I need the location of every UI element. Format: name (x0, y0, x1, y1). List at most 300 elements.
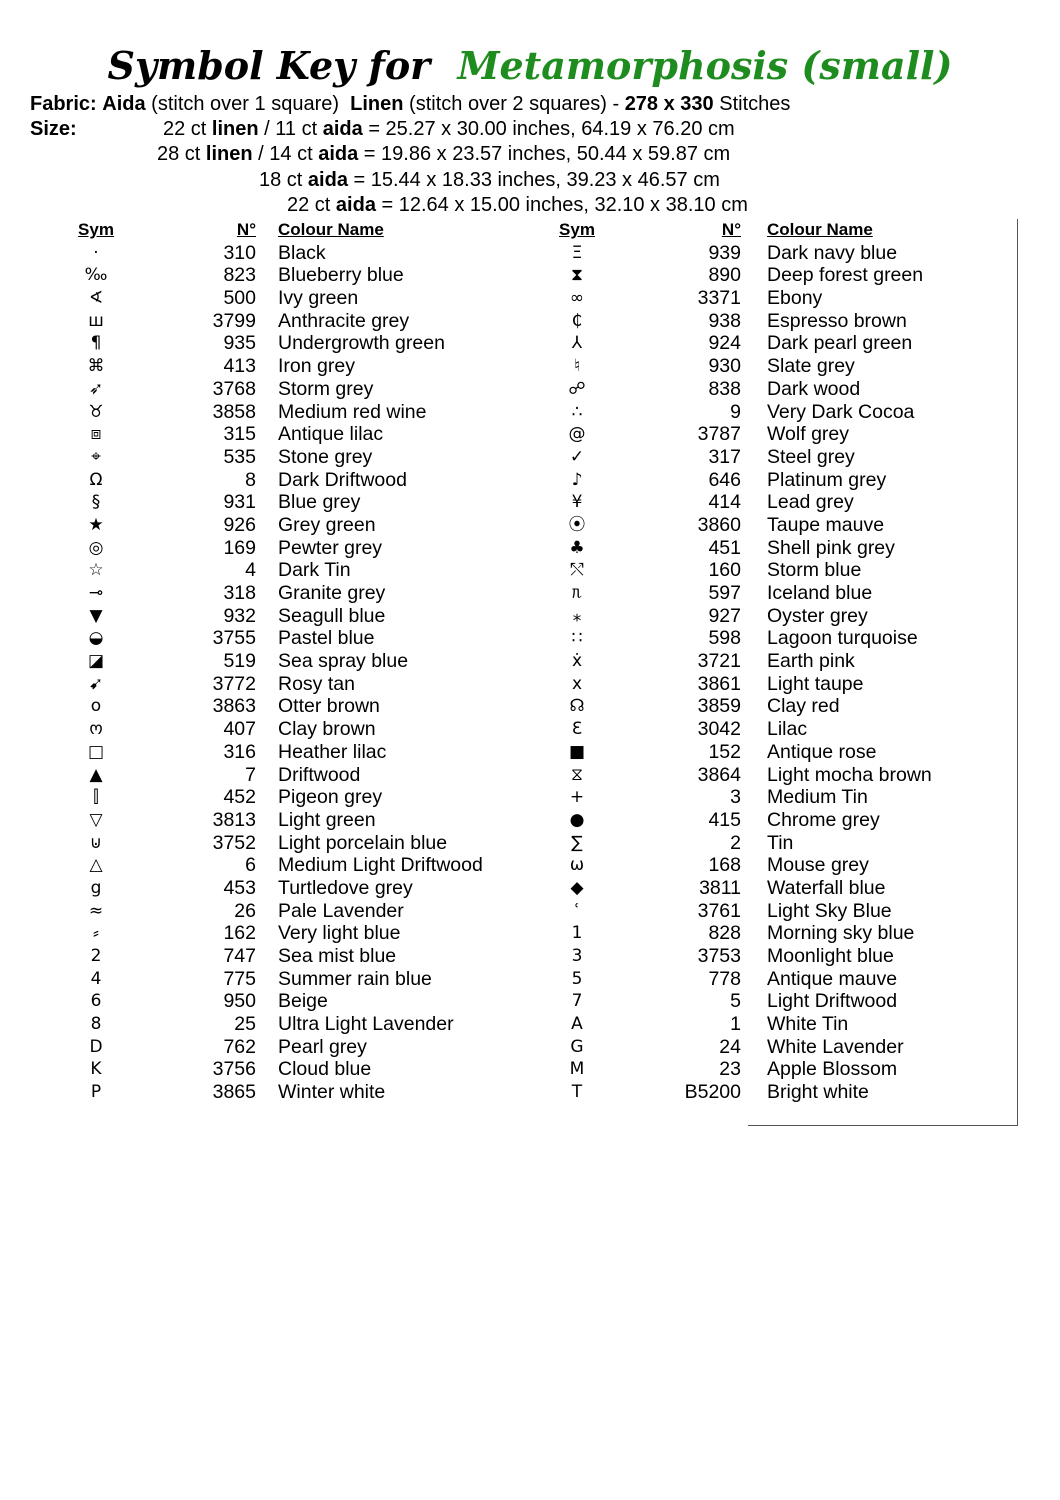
colour-name-cell: Light green (278, 808, 376, 831)
size-count: 22 ct (163, 118, 207, 140)
symbol-cell: ო (89, 719, 103, 740)
symbol-cell: x (571, 673, 583, 694)
table-row (551, 718, 991, 741)
symbol-cell: ⊍ (89, 832, 103, 853)
size-dims: = 12.64 x 15.00 inches, 32.10 x 38.10 cm (381, 194, 748, 216)
number-cell: 3768 (212, 377, 256, 400)
symbol-cell: ▽ (89, 809, 103, 830)
colour-name-cell: Medium red wine (278, 400, 427, 423)
number-cell: 160 (708, 559, 741, 582)
number-cell: 3752 (212, 831, 256, 854)
number-cell: 415 (708, 808, 741, 831)
table-row (70, 832, 500, 855)
number-cell: 598 (708, 627, 741, 650)
symbol-cell: 7 (571, 991, 583, 1012)
fabric-linen: Linen (350, 93, 404, 115)
table-row (551, 287, 991, 310)
colour-name-cell: Espresso brown (767, 309, 907, 332)
symbol-cell: ◪ (87, 651, 105, 672)
number-cell: 318 (223, 582, 256, 604)
colour-name-cell: Lilac (767, 718, 808, 741)
number-cell: 315 (223, 423, 256, 446)
colour-name-cell: Stone grey (278, 445, 373, 468)
symbol-cell: § (91, 492, 101, 513)
number-cell: 3761 (697, 899, 741, 922)
fabric-linen-note: (stitch over 2 squares) - (409, 93, 620, 115)
table-row (551, 401, 991, 424)
symbol-cell: ω (569, 855, 585, 876)
table-row (70, 900, 500, 923)
symbol-table-left (70, 219, 500, 1104)
table-row (70, 1013, 500, 1036)
table-row (551, 264, 991, 287)
number-cell: 168 (708, 854, 741, 877)
table-row (551, 990, 991, 1013)
number-cell: 3863 (212, 695, 256, 718)
number-cell: 762 (223, 1035, 256, 1058)
symbol-cell: Ξ (571, 242, 583, 263)
symbol-cell: ⅄ (571, 333, 583, 354)
symbol-cell: + (569, 787, 585, 808)
number-cell: 3772 (212, 672, 256, 695)
size-line (259, 168, 720, 193)
number-cell: 4 (245, 559, 256, 582)
table-row (70, 446, 500, 469)
table-row (70, 378, 500, 401)
table-row (551, 469, 991, 492)
colour-name-cell: Pale Lavender (278, 899, 404, 922)
page-title (0, 40, 1060, 92)
colour-name-cell: White Lavender (767, 1035, 904, 1058)
number-cell: 6 (245, 854, 256, 877)
table-row (551, 650, 991, 673)
colour-name-cell: Iceland blue (767, 582, 873, 604)
size-fabric: aida (322, 118, 363, 140)
colour-name-cell: Undergrowth green (278, 332, 445, 355)
header-sym: Sym (78, 220, 114, 239)
number-cell: 838 (708, 377, 741, 400)
colour-name-cell: Bright white (767, 1081, 869, 1104)
symbol-cell: □ (87, 741, 105, 762)
size-count: 18 ct (259, 169, 303, 191)
table-row (70, 491, 500, 514)
symbol-cell: ☍ (568, 378, 586, 399)
number-cell: 828 (708, 922, 741, 945)
number-cell: 823 (223, 264, 256, 287)
number-cell: 3860 (697, 513, 741, 536)
number-cell: 890 (708, 264, 741, 287)
number-cell: 646 (708, 468, 741, 491)
table-row (70, 264, 500, 287)
title-pattern-name: Metamorphosis (small) (457, 43, 953, 88)
table-row (70, 650, 500, 673)
fabric-label: Fabric: (30, 93, 97, 115)
number-cell: 413 (223, 355, 256, 378)
header-num: N° (236, 220, 256, 239)
table-row (70, 741, 500, 764)
number-cell: 3042 (697, 718, 741, 741)
symbol-cell: ⦿ (568, 514, 586, 535)
fabric-aida-note: (stitch over 1 square) (151, 93, 340, 115)
colour-name-cell: Wolf grey (767, 423, 849, 446)
number-cell: 162 (223, 922, 256, 945)
number-cell: 453 (223, 876, 256, 899)
colour-name-cell: Light porcelain blue (278, 831, 448, 854)
symbol-cell: ‰ (84, 265, 108, 286)
number-cell: 939 (708, 241, 741, 264)
header-colour-name: Colour Name (767, 220, 873, 239)
table-row (551, 1081, 991, 1104)
colour-name-cell: Light mocha brown (767, 763, 932, 786)
symbol-cell: ◒ (88, 628, 104, 649)
table-row (70, 287, 500, 310)
colour-name-cell: Beige (278, 990, 328, 1013)
symbol-cell: ⧖ (571, 764, 583, 785)
colour-name-cell: Deep forest green (767, 264, 924, 287)
size-fabric: aida (335, 194, 376, 216)
table-row (70, 786, 500, 809)
symbol-cell: 1 (571, 923, 583, 944)
table-row (70, 809, 500, 832)
table-row (70, 1058, 500, 1081)
table-row (70, 673, 500, 696)
number-cell: B5200 (684, 1081, 741, 1104)
table-row (551, 1058, 991, 1081)
table-row (551, 332, 991, 355)
colour-name-cell: Medium Tin (767, 786, 868, 809)
table-row (551, 537, 991, 560)
colour-name-cell: Moonlight blue (767, 945, 894, 967)
symbol-cell: ¥ (571, 492, 583, 513)
size-line (157, 142, 730, 167)
symbol-cell: ● (569, 809, 585, 830)
table-row (70, 423, 500, 446)
number-cell: 5 (730, 990, 741, 1013)
table-row (551, 968, 991, 991)
colour-name-cell: Apple Blossom (767, 1058, 898, 1081)
symbol-table-right (551, 219, 991, 1104)
table-row (70, 922, 500, 945)
colour-name-cell: Turtledove grey (278, 876, 413, 899)
fabric-aida: Aida (102, 93, 146, 115)
colour-name-cell: Dark navy blue (767, 241, 898, 264)
number-cell: 3787 (697, 423, 741, 446)
symbol-cell: 4 (90, 968, 102, 989)
colour-name-cell: Ivy green (278, 287, 359, 310)
table-row (551, 514, 991, 537)
symbol-cell: ∞ (569, 288, 585, 309)
symbol-cell: ◎ (88, 537, 104, 558)
table-bottom-border (748, 1125, 1018, 1126)
colour-name-cell: Pewter grey (278, 536, 383, 559)
table-row (551, 741, 991, 764)
symbol-cell: G (570, 1036, 584, 1057)
symbol-cell: ⌘ (87, 356, 105, 377)
colour-name-cell: Rosy tan (278, 672, 355, 695)
colour-name-cell: Anthracite grey (278, 309, 410, 332)
colour-name-cell: Blueberry blue (278, 264, 404, 287)
table-row (70, 990, 500, 1013)
number-cell: 3721 (697, 650, 741, 673)
header-num: N° (721, 220, 741, 239)
symbol-cell: ★ (88, 514, 104, 535)
colour-name-cell: Ultra Light Lavender (278, 1013, 454, 1036)
colour-name-cell: Oyster grey (767, 604, 868, 627)
colour-name-cell: Clay brown (278, 718, 376, 741)
colour-name-cell: Pigeon grey (278, 786, 383, 809)
symbol-cell: ʿ (574, 900, 580, 921)
symbol-cell: ш (88, 310, 104, 331)
colour-name-cell: Mouse grey (767, 854, 869, 877)
colour-name-cell: Otter brown (278, 695, 380, 718)
colour-name-cell: Light taupe (767, 672, 864, 695)
colour-name-cell: Antique mauve (767, 967, 898, 990)
number-cell: 3799 (212, 309, 256, 332)
table-row (551, 559, 991, 582)
colour-name-cell: Dark Driftwood (278, 468, 407, 491)
table-row (551, 786, 991, 809)
symbol-cell: 3 (571, 946, 583, 966)
symbol-cell: ⸗ (93, 923, 99, 944)
symbol-cell: ▲ (89, 764, 103, 785)
number-cell: 3859 (697, 695, 741, 718)
symbol-cell: △ (89, 855, 103, 876)
table-row (551, 627, 991, 650)
symbol-cell: ∴ (571, 401, 583, 422)
table-row (551, 695, 991, 718)
number-cell: 500 (223, 287, 256, 310)
table-row (70, 605, 500, 628)
table-row (70, 1081, 500, 1104)
table-row (70, 877, 500, 900)
table-row (551, 491, 991, 514)
size-dims: = 15.44 x 18.33 inches, 39.23 x 46.57 cm (353, 169, 720, 191)
fabric-line (30, 92, 790, 117)
colour-name-cell: Lead grey (767, 491, 854, 514)
table-row (551, 877, 991, 900)
number-cell: 7 (245, 763, 256, 786)
symbol-cell: ✓ (569, 446, 585, 467)
number-cell: 23 (719, 1058, 741, 1081)
colour-name-cell: Slate grey (767, 355, 855, 378)
table-row (551, 310, 991, 333)
table-row (70, 582, 500, 605)
table-row (551, 355, 991, 378)
symbol-cell: 2 (90, 946, 102, 966)
number-cell: 931 (223, 491, 256, 514)
size-count: / 11 ct (264, 118, 318, 140)
symbol-cell: ♉ (88, 401, 104, 422)
colour-name-cell: Light Sky Blue (767, 899, 892, 922)
symbol-cell: ◆ (570, 877, 584, 898)
number-cell: 24 (719, 1035, 741, 1058)
number-cell: 407 (223, 718, 256, 741)
number-cell: 3755 (212, 627, 256, 650)
table-row (551, 922, 991, 945)
colour-name-cell: Iron grey (278, 355, 355, 378)
symbol-cell: Ɛ (571, 719, 583, 740)
size-fabric: linen (205, 143, 253, 165)
colour-name-cell: Blue grey (278, 491, 361, 514)
table-row (70, 514, 500, 537)
table-row (551, 832, 991, 855)
size-count: 28 ct (157, 143, 201, 165)
number-cell: 3371 (697, 287, 741, 310)
table-row (551, 423, 991, 446)
table-row (551, 900, 991, 923)
symbol-cell: ⧗ (571, 265, 583, 286)
symbol-cell: g (90, 877, 102, 898)
number-cell: 452 (223, 786, 256, 809)
colour-name-cell: Sea mist blue (278, 945, 397, 967)
table-row (70, 945, 500, 968)
symbol-cell: ¶ (90, 333, 102, 354)
number-cell: 310 (223, 241, 256, 264)
symbol-cell: ▼ (89, 605, 103, 626)
table-row (70, 401, 500, 424)
number-cell: 3 (730, 786, 741, 809)
colour-name-cell: Earth pink (767, 650, 855, 673)
size-fabric: linen (211, 118, 259, 140)
colour-name-cell: Tin (767, 831, 794, 854)
symbol-cell: ➹ (88, 673, 104, 694)
number-cell: 316 (223, 740, 256, 763)
colour-name-cell: Antique rose (767, 740, 877, 763)
symbol-cell: · (93, 242, 99, 263)
symbol-cell: ☊ (569, 696, 585, 717)
colour-name-cell: Medium Light Driftwood (278, 854, 483, 877)
colour-name-cell: Light Driftwood (767, 990, 898, 1013)
number-cell: 152 (708, 740, 741, 763)
colour-name-cell: Morning sky blue (767, 922, 915, 945)
symbol-cell: A (571, 1014, 583, 1035)
table-right-border (1017, 219, 1018, 1126)
symbol-cell: @ (568, 424, 586, 445)
table-row (551, 242, 991, 265)
number-cell: 932 (223, 604, 256, 627)
table-row (551, 1036, 991, 1059)
size-count: / 14 ct (258, 143, 313, 165)
number-cell: 3858 (212, 400, 256, 423)
symbol-cell: o (90, 696, 102, 717)
number-cell: 938 (708, 309, 741, 332)
number-cell: 451 (708, 536, 741, 559)
number-cell: 3864 (697, 763, 741, 786)
symbol-cell: ⊸ (88, 583, 104, 603)
table-row (70, 854, 500, 877)
fabric-stitches: Stitches (719, 93, 791, 115)
symbol-cell: D (89, 1036, 103, 1057)
colour-name-cell: Storm blue (767, 559, 862, 582)
number-cell: 26 (234, 899, 256, 922)
symbol-cell: 8 (90, 1014, 102, 1035)
number-cell: 597 (708, 582, 741, 604)
colour-name-cell: Shell pink grey (767, 536, 895, 559)
colour-name-cell: Sea spray blue (278, 650, 409, 673)
table-row (551, 1013, 991, 1036)
number-cell: 3813 (212, 808, 256, 831)
colour-name-cell: Clay red (767, 695, 840, 718)
fabric-dims: 278 x 330 (624, 93, 714, 115)
number-cell: 927 (708, 604, 741, 627)
number-cell: 2 (730, 831, 741, 854)
size-label: Size: (30, 118, 77, 140)
table-row (70, 242, 500, 265)
number-cell: 950 (223, 990, 256, 1013)
table-row (551, 605, 991, 628)
table-row (70, 627, 500, 650)
symbol-cell: M (569, 1059, 585, 1080)
table-row (70, 310, 500, 333)
number-cell: 935 (223, 332, 256, 355)
colour-name-cell: Ebony (767, 287, 823, 310)
symbol-cell: ⌖ (91, 446, 101, 467)
symbol-cell: Ω (89, 469, 103, 490)
table-header (70, 219, 500, 242)
number-cell: 535 (223, 445, 256, 468)
table-row (70, 559, 500, 582)
number-cell: 775 (223, 967, 256, 990)
colour-name-cell: Platinum grey (767, 468, 887, 491)
number-cell: 930 (708, 355, 741, 378)
colour-name-cell: Pearl grey (278, 1035, 367, 1058)
table-row (551, 673, 991, 696)
colour-name-cell: Dark wood (767, 377, 861, 400)
number-cell: 778 (708, 967, 741, 990)
number-cell: 3753 (697, 945, 741, 967)
colour-name-cell: Granite grey (278, 582, 386, 604)
colour-name-cell: Grey green (278, 513, 376, 536)
table-row (551, 945, 991, 968)
colour-name-cell: Taupe mauve (767, 513, 885, 536)
size-fabric: aida (307, 169, 348, 191)
symbol-cell: ≈ (88, 900, 104, 921)
symbol-cell: ∢ (88, 288, 104, 309)
header-colour-name: Colour Name (278, 220, 384, 239)
symbol-cell: T (571, 1082, 583, 1103)
table-row (70, 1036, 500, 1059)
number-cell: 924 (708, 332, 741, 355)
colour-name-cell: Driftwood (278, 763, 361, 786)
size-dims: = 25.27 x 30.00 inches, 64.19 x 76.20 cm (368, 118, 735, 140)
symbol-cell: ⁎ (572, 605, 582, 626)
colour-name-cell: Dark pearl green (767, 332, 913, 355)
symbol-cell: 5 (571, 968, 583, 989)
symbol-cell: ♮ (573, 356, 581, 377)
number-cell: 519 (223, 650, 256, 673)
number-cell: 926 (223, 513, 256, 536)
colour-name-cell: White Tin (767, 1013, 849, 1036)
table-row (70, 355, 500, 378)
colour-name-cell: Heather lilac (278, 740, 387, 763)
colour-name-cell: Cloud blue (278, 1058, 372, 1081)
number-cell: 25 (234, 1013, 256, 1036)
colour-name-cell: Very Dark Cocoa (767, 400, 915, 423)
title-prefix: Symbol Key for (107, 43, 431, 88)
number-cell: 747 (223, 945, 256, 967)
colour-name-cell: Steel grey (767, 445, 855, 468)
number-cell: 169 (223, 536, 256, 559)
colour-name-cell: Seagull blue (278, 604, 386, 627)
colour-name-cell: Chrome grey (767, 808, 880, 831)
symbol-cell: ∑ (571, 832, 583, 853)
symbol-cell: 6 (90, 991, 102, 1012)
table-row (70, 968, 500, 991)
size-count: 22 ct (287, 194, 331, 216)
table-row (551, 764, 991, 787)
colour-name-cell: Black (278, 241, 326, 264)
table-row (551, 446, 991, 469)
